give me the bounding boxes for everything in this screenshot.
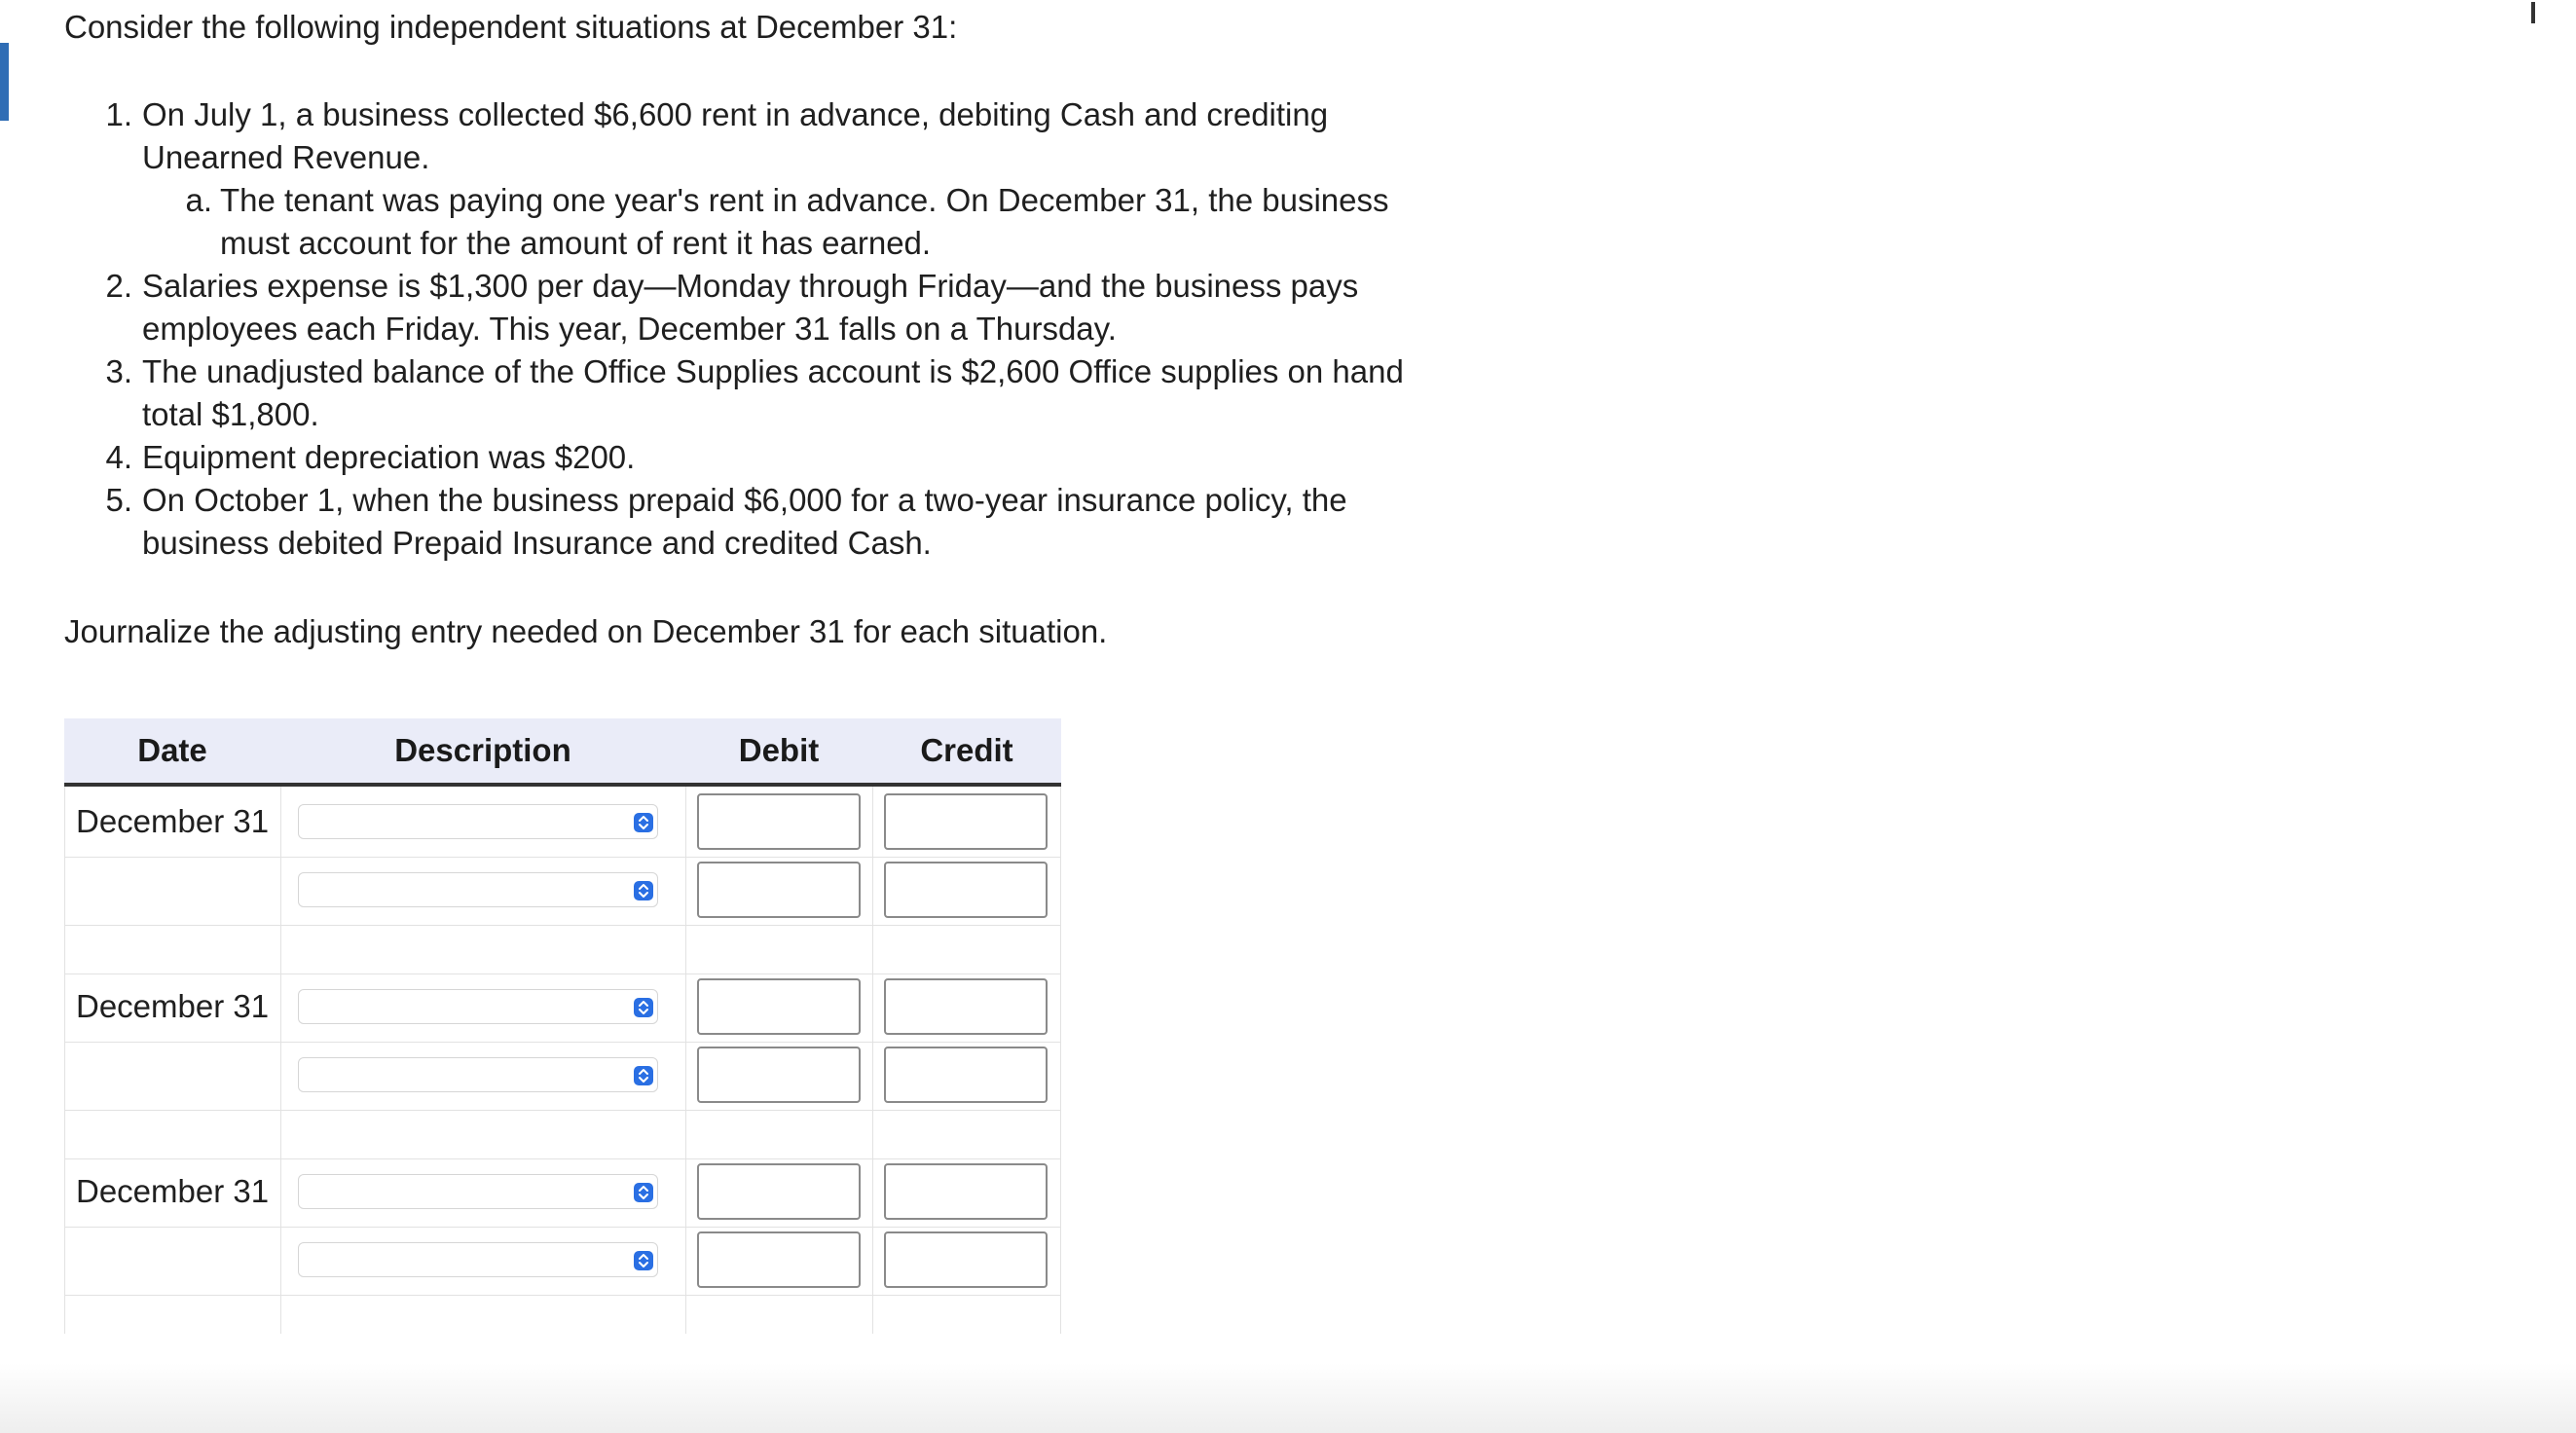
situation-line: business debited Prepaid Insurance and credited Cash. bbox=[142, 525, 932, 561]
grid-line bbox=[1060, 787, 1061, 1334]
situation-number: 5. bbox=[105, 482, 132, 518]
situation-item bbox=[105, 350, 1447, 436]
grid-line bbox=[64, 925, 1061, 926]
situation-subitem bbox=[185, 179, 1447, 265]
situation-item bbox=[105, 265, 1447, 350]
grid-line bbox=[64, 857, 1061, 858]
situation-number: 4. bbox=[105, 439, 132, 475]
select-chevron-icon bbox=[634, 1066, 653, 1085]
corner-mark bbox=[2531, 2, 2535, 23]
header-debit: Debit bbox=[738, 732, 820, 768]
situation-number: 3. bbox=[105, 353, 132, 389]
instruction-text: Journalize the adjusting entry needed on December 31 for each situation. bbox=[64, 613, 1108, 649]
entry-date: December 31 bbox=[76, 988, 270, 1024]
grid-line bbox=[64, 1110, 1061, 1111]
debit-input[interactable] bbox=[697, 793, 861, 850]
description-select[interactable] bbox=[298, 989, 658, 1024]
situation-line: The unadjusted balance of the Office Supplies account is $2,600 Office supplies on hand bbox=[142, 353, 1404, 389]
header-date: Date bbox=[137, 732, 207, 768]
situation-line: total $1,800. bbox=[142, 396, 319, 432]
entry-date: December 31 bbox=[76, 1173, 270, 1209]
grid-line bbox=[64, 1295, 1061, 1296]
debit-input[interactable] bbox=[697, 1047, 861, 1103]
situations-list bbox=[105, 93, 1447, 565]
grid-line bbox=[64, 787, 65, 1334]
situation-item bbox=[105, 93, 1447, 265]
situation-item bbox=[105, 479, 1447, 565]
credit-input[interactable] bbox=[884, 978, 1048, 1035]
situation-line: Salaries expense is $1,300 per day—Monday through Friday—and the business pays bbox=[142, 268, 1359, 304]
description-select[interactable] bbox=[298, 1242, 658, 1277]
credit-input[interactable] bbox=[884, 1047, 1048, 1103]
situation-item bbox=[105, 436, 1447, 479]
description-select[interactable] bbox=[298, 1174, 658, 1209]
header-description: Description bbox=[394, 732, 571, 768]
subitem-letter: a. bbox=[185, 182, 212, 218]
select-chevron-icon bbox=[634, 881, 653, 900]
focus-indicator bbox=[0, 43, 9, 121]
credit-input[interactable] bbox=[884, 1231, 1048, 1288]
grid-line bbox=[64, 1042, 1061, 1043]
situation-number: 1. bbox=[105, 96, 132, 132]
debit-input[interactable] bbox=[697, 1163, 861, 1220]
grid-line bbox=[64, 1158, 1061, 1159]
situation-line: Equipment depreciation was $200. bbox=[142, 439, 636, 475]
intro-text: Consider the following independent situations at December 31: bbox=[64, 9, 958, 45]
select-chevron-icon bbox=[634, 1251, 653, 1270]
grid-line bbox=[685, 787, 686, 1334]
select-chevron-icon bbox=[634, 998, 653, 1017]
select-chevron-icon bbox=[634, 1183, 653, 1202]
header-credit: Credit bbox=[920, 732, 1013, 768]
grid-line bbox=[280, 787, 281, 1334]
journal-header bbox=[64, 718, 1061, 787]
situation-line: On October 1, when the business prepaid $6,000 for a two-year insurance policy, the bbox=[142, 482, 1347, 518]
select-chevron-icon bbox=[634, 813, 653, 832]
credit-input[interactable] bbox=[884, 862, 1048, 918]
situation-number: 2. bbox=[105, 268, 132, 304]
grid-line bbox=[872, 787, 873, 1334]
bottom-fade bbox=[0, 1363, 2576, 1433]
journal-table bbox=[64, 718, 1061, 1334]
description-select[interactable] bbox=[298, 1057, 658, 1092]
subitem-line: The tenant was paying one year's rent in advance. On December 31, the business bbox=[220, 182, 1389, 218]
entry-date: December 31 bbox=[76, 803, 270, 839]
debit-input[interactable] bbox=[697, 978, 861, 1035]
subitem-line: must account for the amount of rent it has earned. bbox=[220, 225, 932, 261]
credit-input[interactable] bbox=[884, 1163, 1048, 1220]
situation-line: On July 1, a business collected $6,600 rent in advance, debiting Cash and crediting bbox=[142, 96, 1329, 132]
description-select[interactable] bbox=[298, 872, 658, 907]
situation-line: Unearned Revenue. bbox=[142, 139, 430, 175]
description-select[interactable] bbox=[298, 804, 658, 839]
credit-input[interactable] bbox=[884, 793, 1048, 850]
situation-line: employees each Friday. This year, December 31 falls on a Thursday. bbox=[142, 311, 1117, 347]
debit-input[interactable] bbox=[697, 862, 861, 918]
debit-input[interactable] bbox=[697, 1231, 861, 1288]
grid-line bbox=[64, 1227, 1061, 1228]
